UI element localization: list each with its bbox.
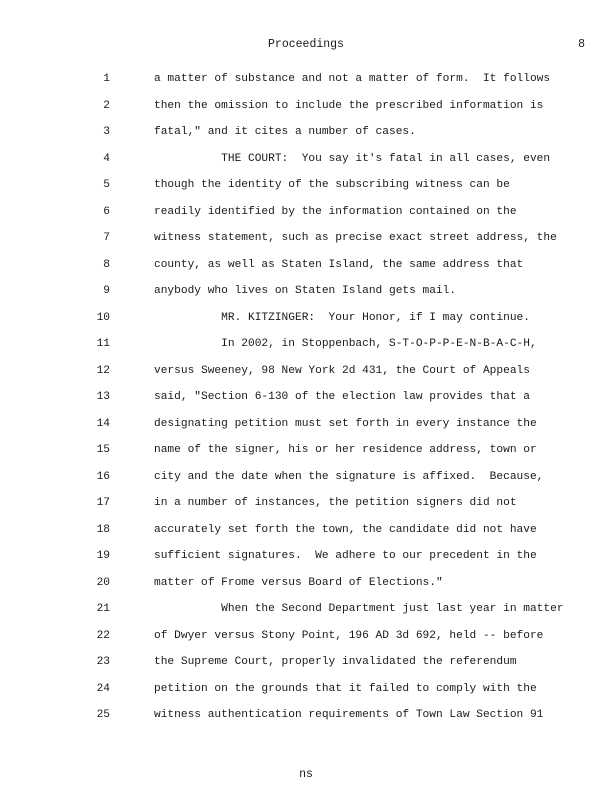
transcript-line [0, 444, 612, 471]
header-title: Proceedings [268, 38, 344, 51]
transcript-line [0, 630, 612, 657]
transcript-line [0, 603, 612, 630]
line-text: In 2002, in Stoppenbach, S-T-O-P-P-E-N-B-A-C-H, [154, 338, 537, 350]
line-text: When the Second Department just last year in matter [154, 603, 564, 615]
line-number: 21 [96, 603, 110, 615]
transcript-line [0, 391, 612, 418]
line-text: MR. KITZINGER: Your Honor, if I may continue. [154, 311, 530, 324]
transcript-line [0, 418, 612, 445]
line-number: 3 [103, 126, 110, 138]
line-number: 10 [96, 311, 110, 324]
line-number: 22 [96, 629, 110, 642]
line-number: 4 [103, 152, 110, 165]
line-text: city and the date when the signature is affixed. Because, [154, 470, 544, 483]
line-text: though the identity of the subscribing witness can be [154, 179, 510, 191]
line-number: 9 [103, 285, 110, 297]
line-number: 11 [96, 338, 110, 350]
transcript-line [0, 259, 612, 286]
line-text: of Dwyer versus Stony Point, 196 AD 3d 692, held -- before [154, 629, 544, 642]
transcript-line [0, 179, 612, 206]
transcript-line [0, 126, 612, 153]
line-text: then the omission to include the prescribed information is [154, 99, 544, 112]
transcript-line [0, 550, 612, 577]
transcript-body [0, 73, 612, 736]
line-text: designating petition must set forth in every instance the [154, 417, 537, 430]
reporter-initials: ns [299, 768, 313, 781]
line-number: 12 [96, 364, 110, 377]
line-number: 25 [96, 709, 110, 721]
page-number: 8 [578, 38, 585, 51]
line-number: 14 [96, 417, 110, 430]
line-number: 15 [96, 444, 110, 456]
line-number: 6 [103, 205, 110, 218]
transcript-line [0, 73, 612, 100]
line-number: 18 [96, 523, 110, 536]
line-number: 19 [96, 550, 110, 562]
line-text: THE COURT: You say it's fatal in all cases, even [154, 152, 551, 165]
transcript-line [0, 709, 612, 736]
line-text: versus Sweeney, 98 New York 2d 431, the Court of Appeals [154, 364, 530, 377]
line-text: witness statement, such as precise exact street address, the [154, 232, 557, 244]
line-text: sufficient signatures. We adhere to our precedent in the [154, 550, 537, 562]
line-text: accurately set forth the town, the candidate did not have [154, 523, 537, 536]
transcript-line [0, 471, 612, 498]
line-number: 13 [96, 391, 110, 403]
line-text: fatal," and it cites a number of cases. [154, 126, 416, 138]
line-text: petition on the grounds that it failed to comply with the [154, 682, 537, 695]
line-text: county, as well as Staten Island, the same address that [154, 258, 524, 271]
transcript-line [0, 285, 612, 312]
transcript-line [0, 206, 612, 233]
line-text: in a number of instances, the petition signers did not [154, 497, 517, 509]
line-number: 8 [103, 258, 110, 271]
line-number: 23 [96, 656, 110, 668]
line-text: name of the signer, his or her residence address, town or [154, 444, 537, 456]
line-number: 1 [103, 73, 110, 85]
transcript-line [0, 232, 612, 259]
line-text: matter of Frome versus Board of Elections." [154, 576, 443, 589]
line-number: 5 [103, 179, 110, 191]
line-number: 16 [96, 470, 110, 483]
transcript-line [0, 524, 612, 551]
line-text: readily identified by the information contained on the [154, 205, 517, 218]
line-number: 24 [96, 682, 110, 695]
line-text: said, "Section 6-130 of the election law provides that a [154, 391, 530, 403]
transcript-line [0, 312, 612, 339]
transcript-line [0, 577, 612, 604]
transcript-line [0, 153, 612, 180]
transcript-line [0, 497, 612, 524]
line-number: 20 [96, 576, 110, 589]
line-number: 2 [103, 99, 110, 112]
transcript-line [0, 338, 612, 365]
transcript-line [0, 656, 612, 683]
line-text: anybody who lives on Staten Island gets mail. [154, 285, 457, 297]
line-text: the Supreme Court, properly invalidated the referendum [154, 656, 517, 668]
transcript-line [0, 365, 612, 392]
line-text: a matter of substance and not a matter of form. It follows [154, 73, 551, 85]
transcript-line [0, 100, 612, 127]
transcript-line [0, 683, 612, 710]
line-text: witness authentication requirements of Town Law Section 91 [154, 709, 544, 721]
line-number: 17 [96, 497, 110, 509]
line-number: 7 [103, 232, 110, 244]
